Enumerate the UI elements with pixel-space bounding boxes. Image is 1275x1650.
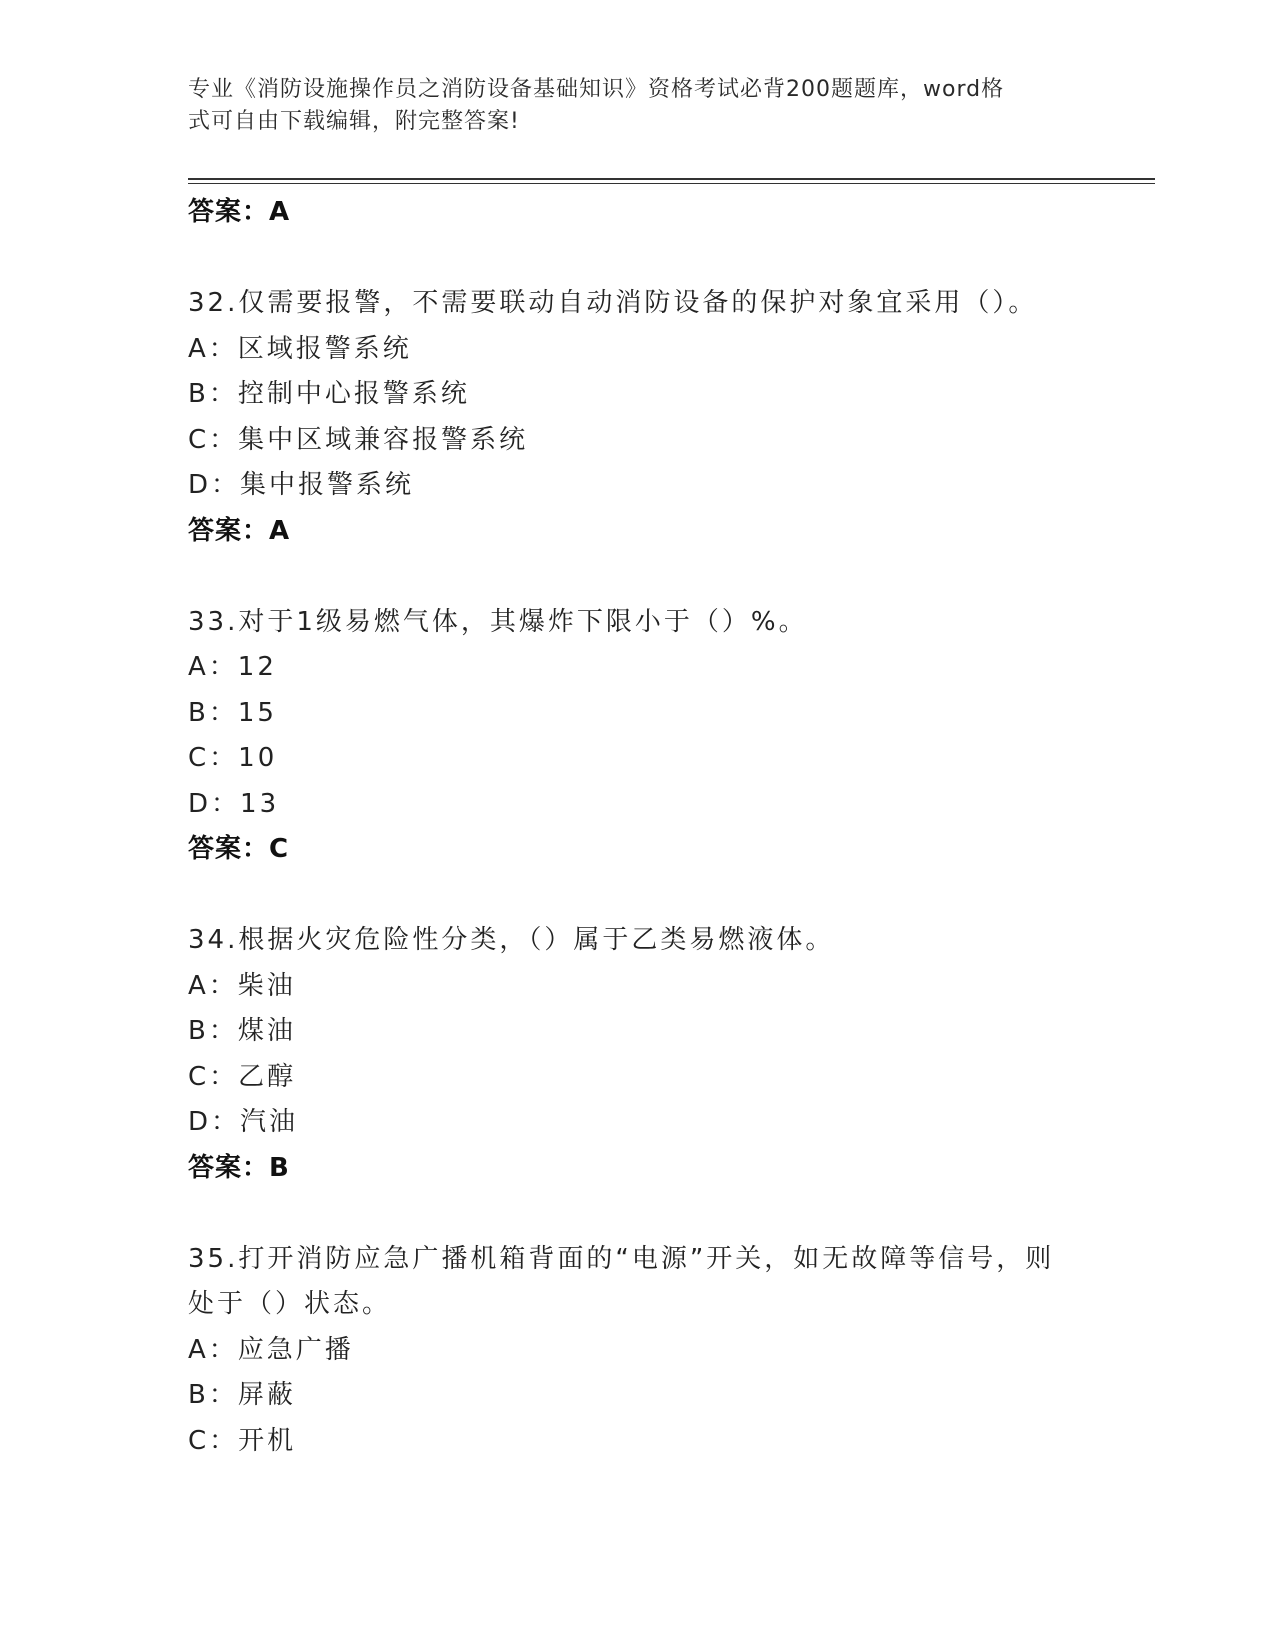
spacer [188,873,1088,919]
question-32 [188,281,1088,554]
previous-answer: 答案：A [188,197,291,227]
option-c: C：乙醇 [188,1061,297,1092]
option-a: A：区域报警系统 [188,333,412,364]
question-answer: 答案：C [188,834,290,864]
question-stem: 32.仅需要报警，不需要联动自动消防设备的保护对象宜采用（）。 [188,288,1038,318]
option-b: B：屏蔽 [188,1380,296,1410]
question-33 [188,600,1088,873]
option-d: D：汽油 [188,1107,299,1137]
header-divider-thin [188,183,1155,184]
option-c: C：开机 [188,1425,297,1456]
question-stem: 34.根据火灾危险性分类，（）属于乙类易燃液体。 [188,925,835,955]
header-title-line-2: 式可自由下载编辑，附完整答案! [188,109,520,134]
option-a: A：柴油 [188,970,296,1001]
option-d: D：集中报警系统 [188,470,415,500]
header-title-line-1: 专业《消防设施操作员之消防设备基础知识》资格考试必背200题题库，word格 [188,77,1005,102]
option-b: B：15 [188,697,277,728]
option-a: A：12 [188,652,277,682]
option-d: D：13 [188,788,280,819]
spacer [188,1191,1088,1237]
question-34 [188,918,1088,1191]
question-stem-line-1: 35.打开消防应急广播机箱背面的“电源”开关，如无故障等信号，则 [188,1243,1055,1274]
question-answer: 答案：B [188,1152,290,1183]
document-header [188,74,1068,138]
option-b: B：控制中心报警系统 [188,379,470,409]
spacer [188,554,1088,600]
option-c: C：10 [188,743,278,773]
question-stem-line-2: 处于（）状态。 [188,1289,392,1319]
question-answer: 答案：A [188,515,291,546]
spacer [188,236,1088,282]
option-c: C：集中区域兼容报警系统 [188,424,529,455]
question-list [188,190,1088,1464]
question-stem: 33.对于1级易燃气体，其爆炸下限小于（）%。 [188,606,808,637]
question-35 [188,1237,1088,1465]
header-divider-thick [188,178,1155,180]
option-b: B：煤油 [188,1016,296,1046]
option-a: A：应急广播 [188,1334,354,1365]
